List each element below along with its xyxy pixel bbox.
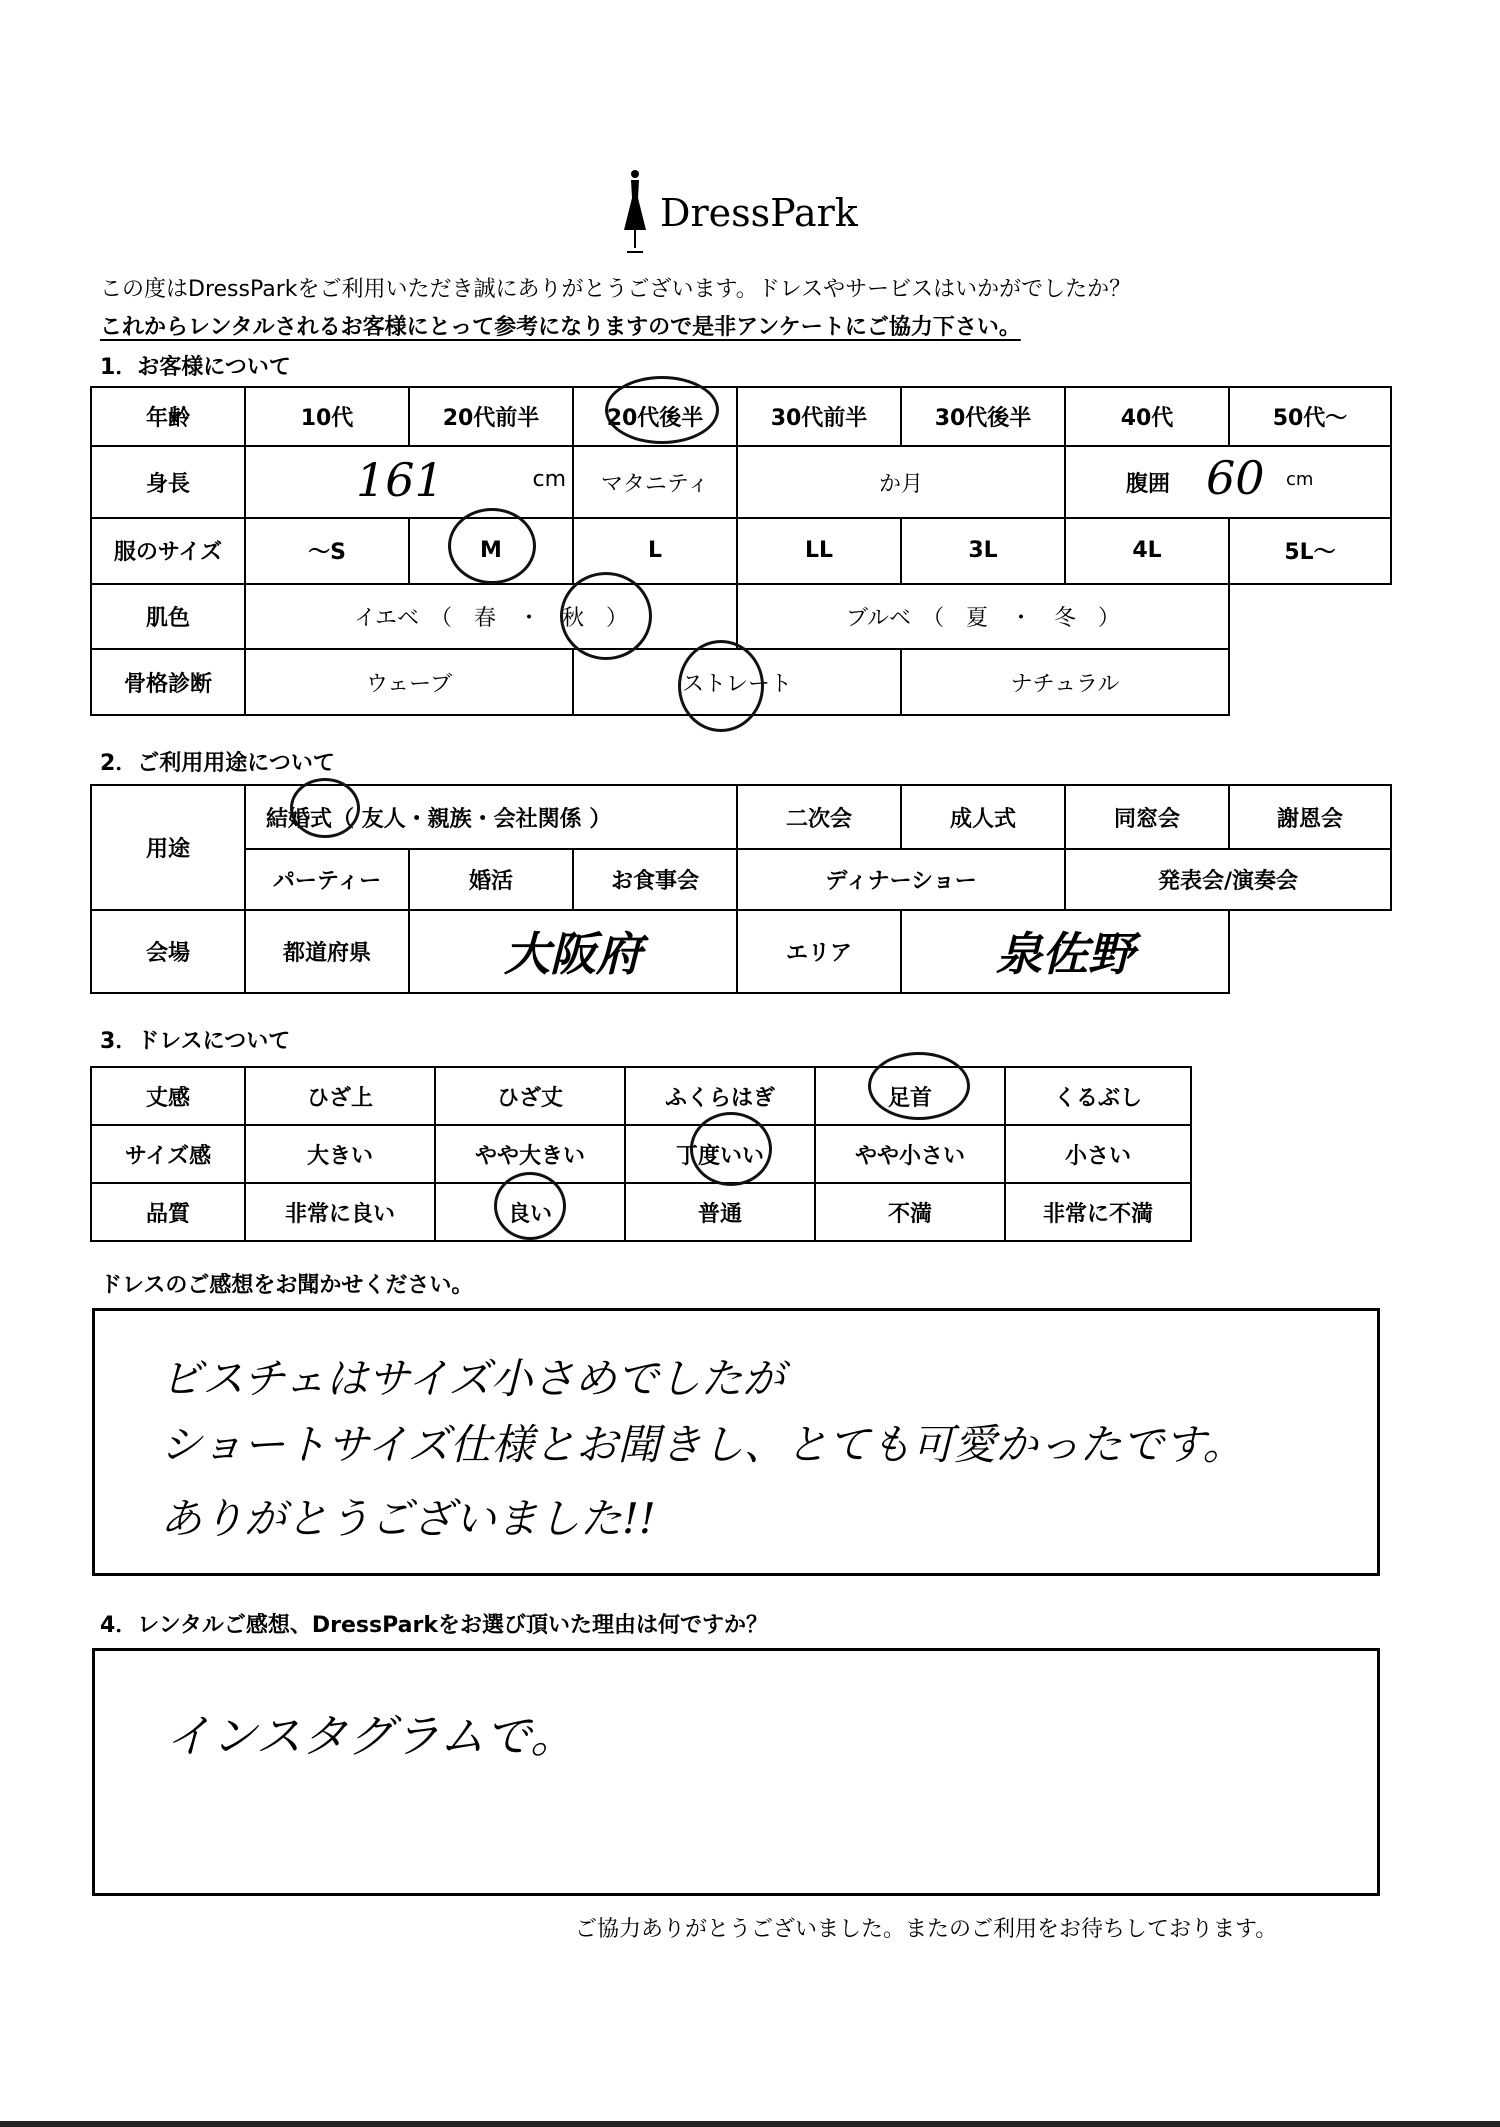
- months-label: か月: [878, 471, 923, 497]
- section1-title: 1．お客様について: [100, 355, 291, 380]
- maternity-label: マタニティ: [573, 446, 737, 518]
- intro-text: この度はDressParkをご利用いただき誠にありがとうございます。ドレスやサービスはいかがでしたか？: [100, 277, 1132, 302]
- empty-cell: [1229, 649, 1391, 715]
- reason-answer: インスタグラムで。: [165, 1709, 577, 1763]
- frame-label: 骨格診断: [91, 649, 245, 715]
- fit-option[interactable]: やや小さい: [815, 1125, 1005, 1183]
- comment-prompt: ドレスのご感想をお聞かせください。: [100, 1273, 474, 1298]
- purpose-option[interactable]: 婚活: [409, 849, 573, 909]
- size-option[interactable]: LL: [737, 518, 901, 584]
- length-option-selected[interactable]: 足首: [815, 1067, 1005, 1125]
- prefecture-label: 都道府県: [245, 910, 409, 993]
- prefecture-value[interactable]: 大阪府: [409, 910, 737, 993]
- purpose-option[interactable]: ディナーショー: [737, 849, 1065, 909]
- venue-row: [91, 910, 1391, 993]
- comment-line: ショートサイズ仕様とお聞きし、とても可愛かったです。: [160, 1420, 1245, 1469]
- size-option-selected[interactable]: M: [409, 518, 573, 584]
- length-option[interactable]: ひざ丈: [435, 1067, 625, 1125]
- reason-box[interactable]: [92, 1648, 1380, 1896]
- age-option[interactable]: 10代: [245, 387, 409, 446]
- quality-row: [91, 1183, 1191, 1241]
- brand-name: DressPark: [660, 191, 858, 235]
- age-option[interactable]: 50代～: [1229, 387, 1391, 446]
- age-option[interactable]: 30代後半: [901, 387, 1065, 446]
- dress-icon: [620, 168, 650, 258]
- skin-yellow-base[interactable]: イエベ （ 春 ・ 秋 ）: [245, 584, 737, 650]
- quality-option-selected[interactable]: 良い: [435, 1183, 625, 1241]
- empty-cell: [1229, 910, 1391, 993]
- purpose-row2: [91, 849, 1391, 909]
- length-option[interactable]: ふくらはぎ: [625, 1067, 815, 1125]
- purpose-row1: [91, 785, 1391, 849]
- section3-title: 3．ドレスについて: [100, 1029, 291, 1054]
- waist-value: 60: [1206, 451, 1265, 506]
- age-option[interactable]: 40代: [1065, 387, 1229, 446]
- quality-option[interactable]: 非常に良い: [245, 1183, 435, 1241]
- size-option[interactable]: 4L: [1065, 518, 1229, 584]
- purpose-option[interactable]: 謝恩会: [1229, 785, 1391, 849]
- waist-unit: cm: [1286, 469, 1314, 491]
- section4-title: 4．レンタルご感想、DressParkをお選び頂いた理由は何ですか？: [100, 1613, 768, 1638]
- fit-label: サイズ感: [91, 1125, 245, 1183]
- section2-title: 2．ご利用用途について: [100, 751, 335, 776]
- height-row: [91, 446, 1391, 518]
- height-label: 身長: [91, 446, 245, 518]
- height-value: 161: [356, 453, 444, 508]
- quality-label: 品質: [91, 1183, 245, 1241]
- comment-line: ありがとうございました!!: [160, 1494, 656, 1543]
- purpose-option[interactable]: 発表会/演奏会: [1065, 849, 1391, 909]
- venue-label: 会場: [91, 910, 245, 993]
- fit-option[interactable]: 大きい: [245, 1125, 435, 1183]
- purpose-option[interactable]: 成人式: [901, 785, 1065, 849]
- purpose-label: 用途: [91, 785, 245, 910]
- size-row: [91, 518, 1391, 584]
- dress-table: [90, 1066, 1192, 1242]
- size-option[interactable]: 5L～: [1229, 518, 1391, 584]
- scan-edge: [0, 2121, 1500, 2127]
- quality-option[interactable]: 普通: [625, 1183, 815, 1241]
- size-option[interactable]: ～S: [245, 518, 409, 584]
- skin-blue-base[interactable]: ブルベ （ 夏 ・ 冬 ）: [737, 584, 1229, 650]
- length-option[interactable]: ひざ上: [245, 1067, 435, 1125]
- empty-cell: [1229, 584, 1391, 650]
- purpose-wedding[interactable]: 結婚式（ 友人・親族・会社関係 ）: [245, 785, 737, 849]
- frame-row: [91, 649, 1391, 715]
- age-option[interactable]: 30代前半: [737, 387, 901, 446]
- brand-logo: [620, 168, 858, 258]
- size-option[interactable]: 3L: [901, 518, 1065, 584]
- purpose-option[interactable]: 二次会: [737, 785, 901, 849]
- footer-thanks: ご協力ありがとうございました。またのご利用をお待ちしております。: [575, 1917, 1278, 1942]
- height-unit: cm: [532, 467, 566, 493]
- height-field[interactable]: [245, 446, 573, 518]
- age-option-selected[interactable]: 20代後半: [573, 387, 737, 446]
- customer-table: [90, 386, 1392, 716]
- age-option[interactable]: 20代前半: [409, 387, 573, 446]
- purpose-option[interactable]: お食事会: [573, 849, 737, 909]
- purpose-option[interactable]: 同窓会: [1065, 785, 1229, 849]
- length-option[interactable]: くるぶし: [1005, 1067, 1191, 1125]
- length-label: 丈感: [91, 1067, 245, 1125]
- skin-row: [91, 584, 1391, 650]
- waist-label: 腹囲: [1126, 472, 1171, 498]
- fit-row: [91, 1125, 1191, 1183]
- size-option[interactable]: L: [573, 518, 737, 584]
- purpose-table: [90, 784, 1392, 994]
- purpose-option[interactable]: パーティー: [245, 849, 409, 909]
- frame-option[interactable]: ナチュラル: [901, 649, 1229, 715]
- area-label: エリア: [737, 910, 901, 993]
- intro-request: これからレンタルされるお客様にとって参考になりますので是非アンケートにご協力下さい。: [100, 315, 1021, 340]
- area-value[interactable]: 泉佐野: [901, 910, 1229, 993]
- comment-line: ビスチェはサイズ小さめでしたが: [160, 1354, 785, 1403]
- fit-option[interactable]: 小さい: [1005, 1125, 1191, 1183]
- frame-option-selected[interactable]: ストレート: [573, 649, 901, 715]
- length-row: [91, 1067, 1191, 1125]
- skin-label: 肌色: [91, 584, 245, 650]
- quality-option[interactable]: 不満: [815, 1183, 1005, 1241]
- quality-option[interactable]: 非常に不満: [1005, 1183, 1191, 1241]
- age-row: [91, 387, 1391, 446]
- waist-field[interactable]: [1065, 446, 1391, 518]
- size-label: 服のサイズ: [91, 518, 245, 584]
- frame-option[interactable]: ウェーブ: [245, 649, 573, 715]
- fit-option[interactable]: やや大きい: [435, 1125, 625, 1183]
- fit-option-selected[interactable]: 丁度いい: [625, 1125, 815, 1183]
- months-field[interactable]: [737, 446, 1065, 518]
- age-label: 年齢: [91, 387, 245, 446]
